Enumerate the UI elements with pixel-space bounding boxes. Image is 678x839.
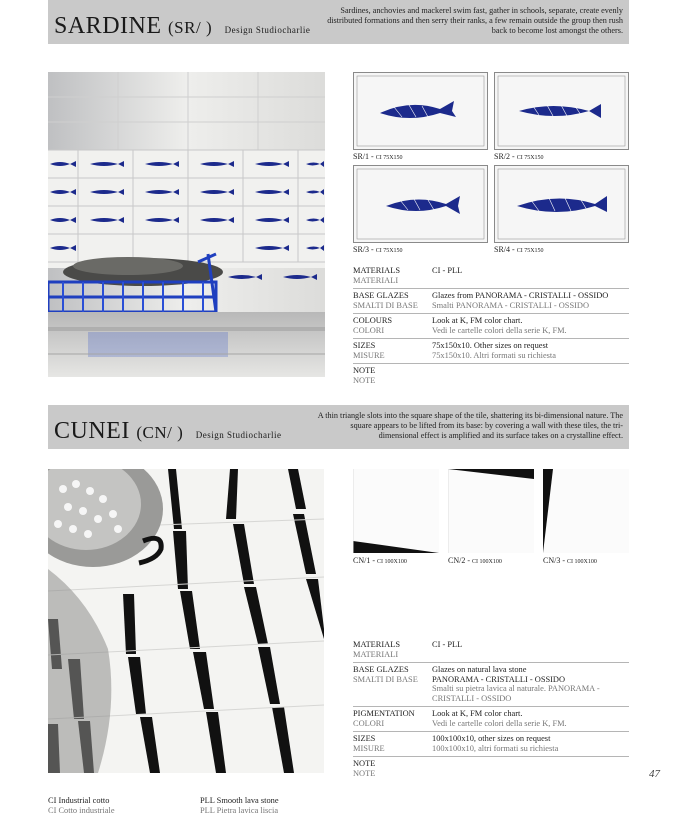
sardine-designer: Design Studiocharlie <box>224 25 311 35</box>
spec-value: 75x150x10. Other sizes on request <box>432 341 549 350</box>
sample-cn3-format: CI 100X100 <box>567 559 597 565</box>
wedge-pattern-icon <box>543 469 629 553</box>
spec-label-it: NOTE <box>353 768 376 778</box>
sample-cn1-label: CN/1 - CI 100X100 <box>353 556 407 565</box>
spec-value: Glazes on natural lava stone <box>432 665 527 674</box>
cunei-title-line <box>54 418 282 445</box>
footer-pll-legend <box>200 796 279 816</box>
spec-row-materials <box>353 638 629 663</box>
sample-sr2-format: CI 75X150 <box>516 155 544 161</box>
spec-label-it: NOTE <box>353 375 376 385</box>
spec-label: COLOURS <box>353 316 393 325</box>
fish-pattern-icon <box>354 73 487 149</box>
spec-row-base-glazes <box>353 289 629 314</box>
fish-pattern-icon <box>495 73 628 149</box>
spec-label-it: COLORI <box>353 325 385 335</box>
spec-label-it: MISURE <box>353 350 385 360</box>
sardine-description: Sardines, anchovies and mackerel swim fast, gather in schools, separate, create evenly distributed formations and then serry their ranks, a few remain outside the group then rush back to become lost amongst the others. <box>327 6 623 35</box>
spec-label: SIZES <box>353 341 376 350</box>
spec-label-it: COLORI <box>353 718 385 728</box>
sample-cn2-format: CI 100X100 <box>472 559 502 565</box>
spec-label: BASE GLAZES <box>353 665 409 674</box>
sample-sr1-code: SR/1 <box>353 152 370 161</box>
sample-sr4-label: SR/4 - CI 75X150 <box>494 245 544 254</box>
spec-label: SIZES <box>353 734 376 743</box>
footer-ci-legend <box>48 796 115 816</box>
sample-cn3-label: CN/3 - CI 100X100 <box>543 556 597 565</box>
footer-ci-it: CI Cotto industriale <box>48 806 115 815</box>
spec-row-pigmentation <box>353 707 629 732</box>
cunei-photo <box>48 469 324 773</box>
spec-value-it: 100x100x10, altri formati su richiesta <box>432 743 559 753</box>
sample-sr2-tile <box>494 72 629 150</box>
sardine-header-band <box>48 0 629 44</box>
wedge-pattern-icon <box>448 469 534 553</box>
sample-cn1-format: CI 100X100 <box>377 559 407 565</box>
sample-sr1-format: CI 75X150 <box>375 155 403 161</box>
sample-cn1-code: CN/1 <box>353 556 371 565</box>
cunei-designer: Design Studiocharlie <box>195 430 282 440</box>
spec-label: NOTE <box>353 366 376 375</box>
spec-label-it: MATERIALI <box>353 275 399 285</box>
spec-label-it: SMALTI DI BASE <box>353 674 418 684</box>
footer-pll: PLL Smooth lava stone <box>200 796 279 805</box>
spec-value: CI - PLL <box>432 266 463 275</box>
spec-label-it: MATERIALI <box>353 649 399 659</box>
sample-sr4-tile <box>494 165 629 243</box>
spec-value-it: 75x150x10. Altri formati su richiesta <box>432 350 556 360</box>
cunei-wall-illustration <box>48 469 324 773</box>
sample-sr1-label: SR/1 - CI 75X150 <box>353 152 403 161</box>
sardine-code: (SR/ ) <box>168 18 213 37</box>
sample-sr3-tile <box>353 165 488 243</box>
spec-label: PIGMENTATION <box>353 709 415 718</box>
sample-sr4-code: SR/4 <box>494 245 511 254</box>
spec-value: 100x100x10, other sizes on request <box>432 734 551 743</box>
spec-row-colours <box>353 314 629 339</box>
sardine-wall-illustration <box>48 72 325 377</box>
spec-value: CI - PLL <box>432 640 463 649</box>
spec-label-it: SMALTI DI BASE <box>353 300 418 310</box>
cunei-header-band <box>48 405 629 449</box>
spec-value: Look at K, FM color chart. <box>432 709 523 718</box>
spec-value: Glazes from PANORAMA - CRISTALLI - OSSIDO <box>432 291 609 300</box>
fish-pattern-icon <box>354 166 487 242</box>
footer-ci: CI Industrial cotto <box>48 796 110 805</box>
sardine-title-line <box>54 13 310 40</box>
spec-row-note <box>353 757 629 781</box>
footer-pll-it: PLL Pietra lavica liscia <box>200 806 279 815</box>
cunei-code: (CN/ ) <box>136 423 184 442</box>
sample-cn2-label: CN/2 - CI 100X100 <box>448 556 502 565</box>
sample-cn1-tile <box>353 469 439 553</box>
fish-pattern-icon <box>495 166 628 242</box>
spec-row-materials <box>353 264 629 289</box>
spec-label: MATERIALS <box>353 266 400 275</box>
spec-value-it: Smalti PANORAMA - CRISTALLI - OSSIDO <box>432 300 589 310</box>
spec-value-it: Vedi le cartelle colori della serie K, FM. <box>432 325 567 335</box>
sardine-photo <box>48 72 325 377</box>
sample-cn3-tile <box>543 469 629 553</box>
sample-cn3-code: CN/3 <box>543 556 561 565</box>
wedge-pattern-icon <box>353 469 439 553</box>
spec-value-line2: PANORAMA - CRISTALLI - OSSIDO <box>432 674 566 684</box>
sample-cn2-code: CN/2 <box>448 556 466 565</box>
sample-sr2-label: SR/2 - CI 75X150 <box>494 152 544 161</box>
sample-sr3-label: SR/3 - CI 75X150 <box>353 245 403 254</box>
spec-value-it: Vedi le cartelle colori della serie K, FM. <box>432 718 567 728</box>
cunei-title: CUNEI <box>54 418 130 444</box>
page-number: 47 <box>649 768 660 780</box>
sample-sr3-format: CI 75X150 <box>375 248 403 254</box>
spec-row-sizes <box>353 732 629 757</box>
sample-sr2-code: SR/2 <box>494 152 511 161</box>
spec-row-sizes <box>353 339 629 364</box>
cunei-description: A thin triangle slots into the square shape of the tile, shattering its bi-dimensional nature. The square appears to be lifted from its base: by covering a wall with these tiles, the tri-dimensional effect is amplified and its surface takes on a crystalline effect. <box>317 411 623 440</box>
sample-sr4-format: CI 75X150 <box>516 248 544 254</box>
sample-sr1-tile <box>353 72 488 150</box>
cunei-spec-table <box>353 638 629 781</box>
sample-sr3-code: SR/3 <box>353 245 370 254</box>
spec-label: BASE GLAZES <box>353 291 409 300</box>
spec-value-it: Smalti su pietra lavica al naturale. PANORAMA - CRISTALLI - OSSIDO <box>432 684 600 703</box>
spec-row-base-glazes <box>353 663 629 707</box>
spec-label-it: MISURE <box>353 743 385 753</box>
sardine-spec-table <box>353 264 629 388</box>
spec-label: MATERIALS <box>353 640 400 649</box>
sample-cn2-tile <box>448 469 534 553</box>
sardine-title: SARDINE <box>54 13 162 39</box>
spec-value: Look at K, FM color chart. <box>432 316 523 325</box>
spec-row-note <box>353 364 629 388</box>
spec-label: NOTE <box>353 759 376 768</box>
